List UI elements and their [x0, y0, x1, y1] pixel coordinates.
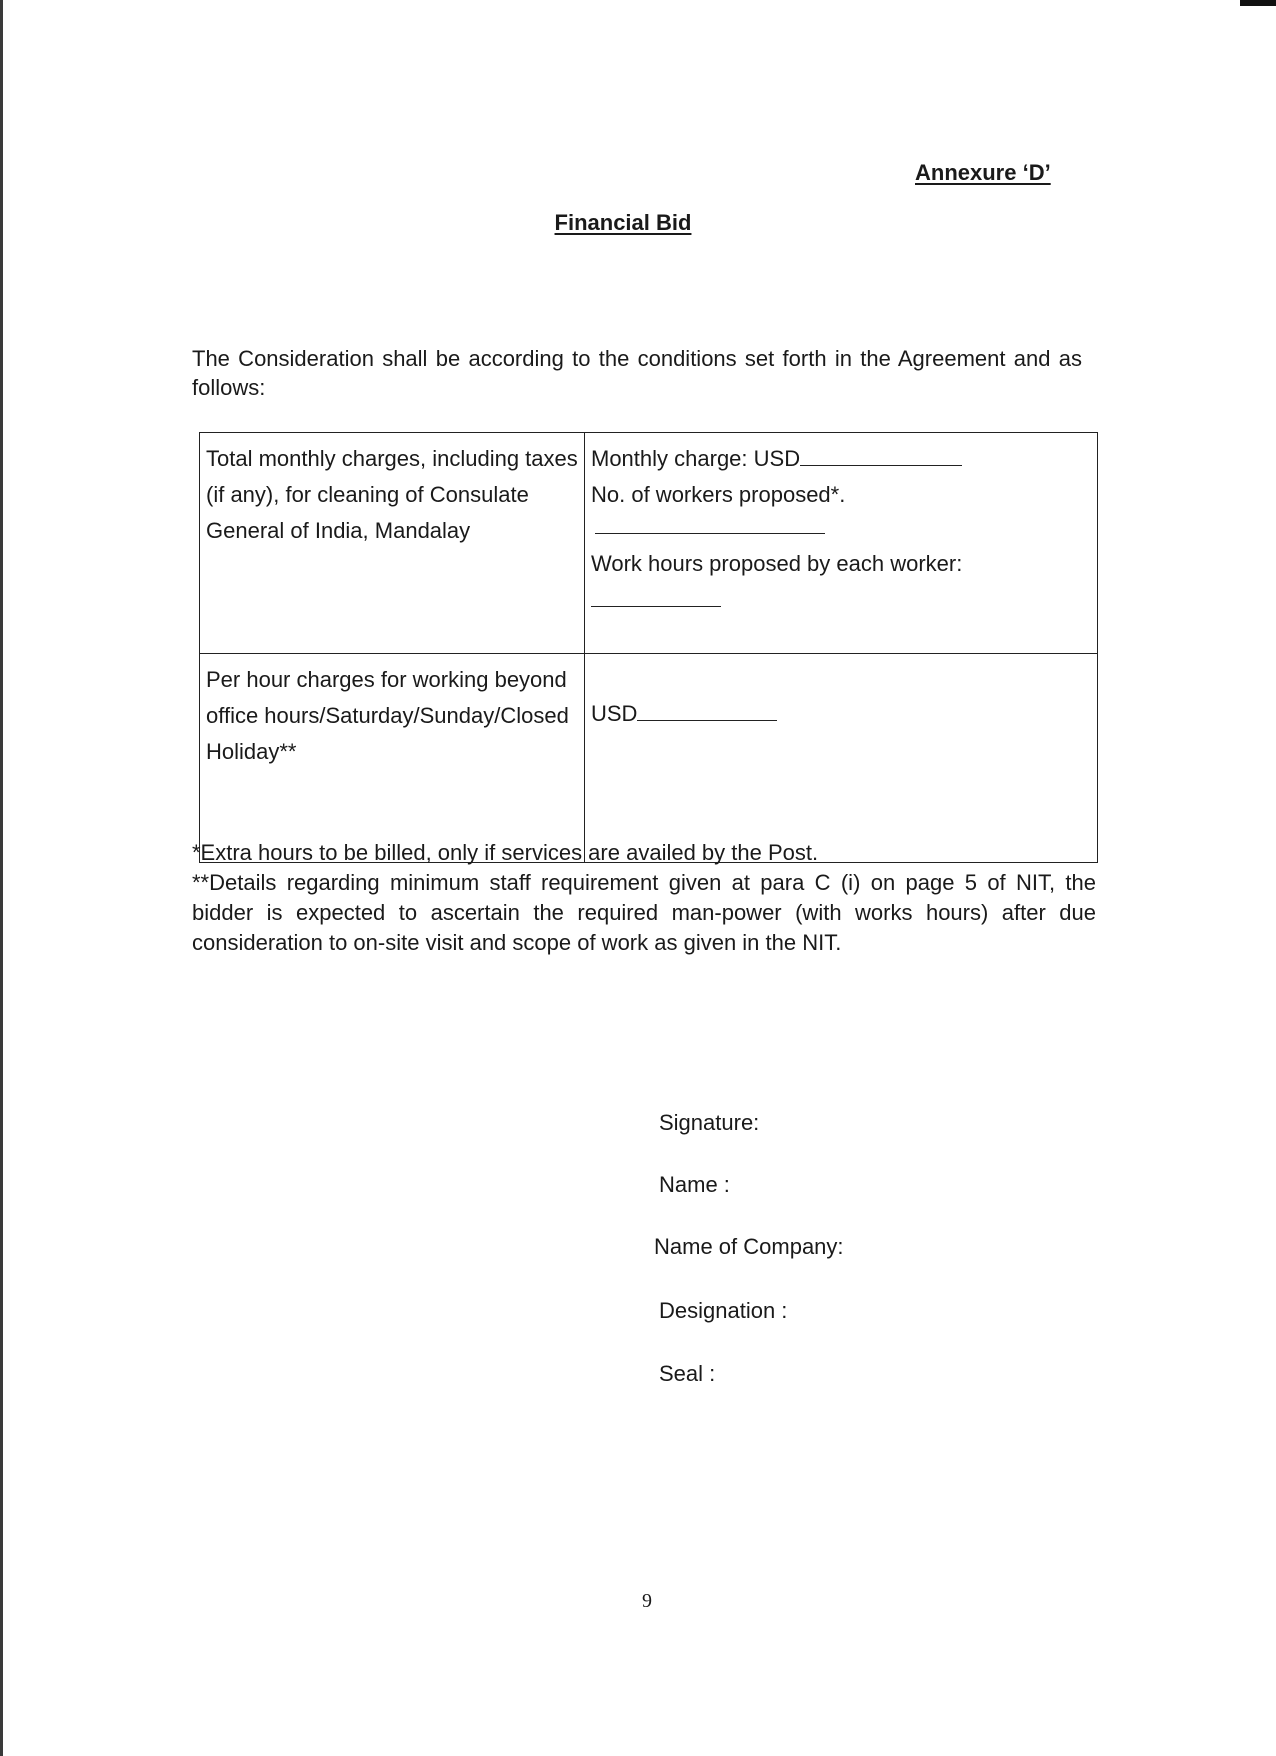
- intro-paragraph: The Consideration shall be according to the conditions set forth in the Agreement and as follows:: [192, 346, 1082, 400]
- scan-edge-top-right: [1240, 0, 1276, 6]
- seal-label: Seal :: [659, 1361, 716, 1386]
- row2-description-cell: [200, 654, 585, 863]
- annexure-label: Annexure ‘D’: [915, 160, 1051, 185]
- hourly-charge-blank[interactable]: [637, 698, 777, 721]
- work-hours-blank[interactable]: [591, 584, 721, 607]
- workers-proposed-blank[interactable]: [595, 519, 825, 534]
- name-label: Name :: [659, 1172, 730, 1197]
- table-row: [200, 654, 1098, 863]
- footnotes: [192, 838, 1096, 958]
- table-row: [200, 433, 1098, 654]
- page-title: Financial Bid: [554, 210, 692, 235]
- footnote-2: **Details regarding minimum staff requirement given at para C (i) on page 5 of NIT, the bidder is expected to ascertain the required man-power (with works hours) after due consideration to on-site visit and scope of work as given in the NIT.: [192, 870, 1096, 955]
- scan-edge-left: [0, 0, 3, 1756]
- row1-description: Total monthly charges, including taxes (if any), for cleaning of Consulate General of India, Mandalay: [206, 446, 578, 543]
- monthly-charge-label: Monthly charge: USD: [591, 446, 801, 471]
- work-hours-line: [591, 546, 1091, 618]
- financial-bid-table: [199, 432, 1098, 863]
- row2-input-cell: [585, 654, 1098, 863]
- usd-label: USD: [591, 701, 638, 726]
- company-label: Name of Company:: [654, 1234, 844, 1259]
- row1-input-cell: [585, 433, 1098, 654]
- monthly-charge-line: [591, 441, 1091, 477]
- monthly-charge-blank[interactable]: [800, 443, 962, 466]
- signature-label: Signature:: [659, 1110, 760, 1135]
- work-hours-label: Work hours proposed by each worker:: [591, 551, 963, 576]
- designation-label: Designation :: [659, 1298, 788, 1323]
- row1-description-cell: [200, 433, 585, 654]
- page-number: 9: [642, 1590, 652, 1612]
- row2-description: Per hour charges for working beyond office hours/Saturday/Sunday/Closed Holiday**: [206, 667, 569, 764]
- footnote-1: *Extra hours to be billed, only if services are availed by the Post.: [192, 840, 819, 865]
- workers-proposed-label: No. of workers proposed*.: [591, 482, 846, 507]
